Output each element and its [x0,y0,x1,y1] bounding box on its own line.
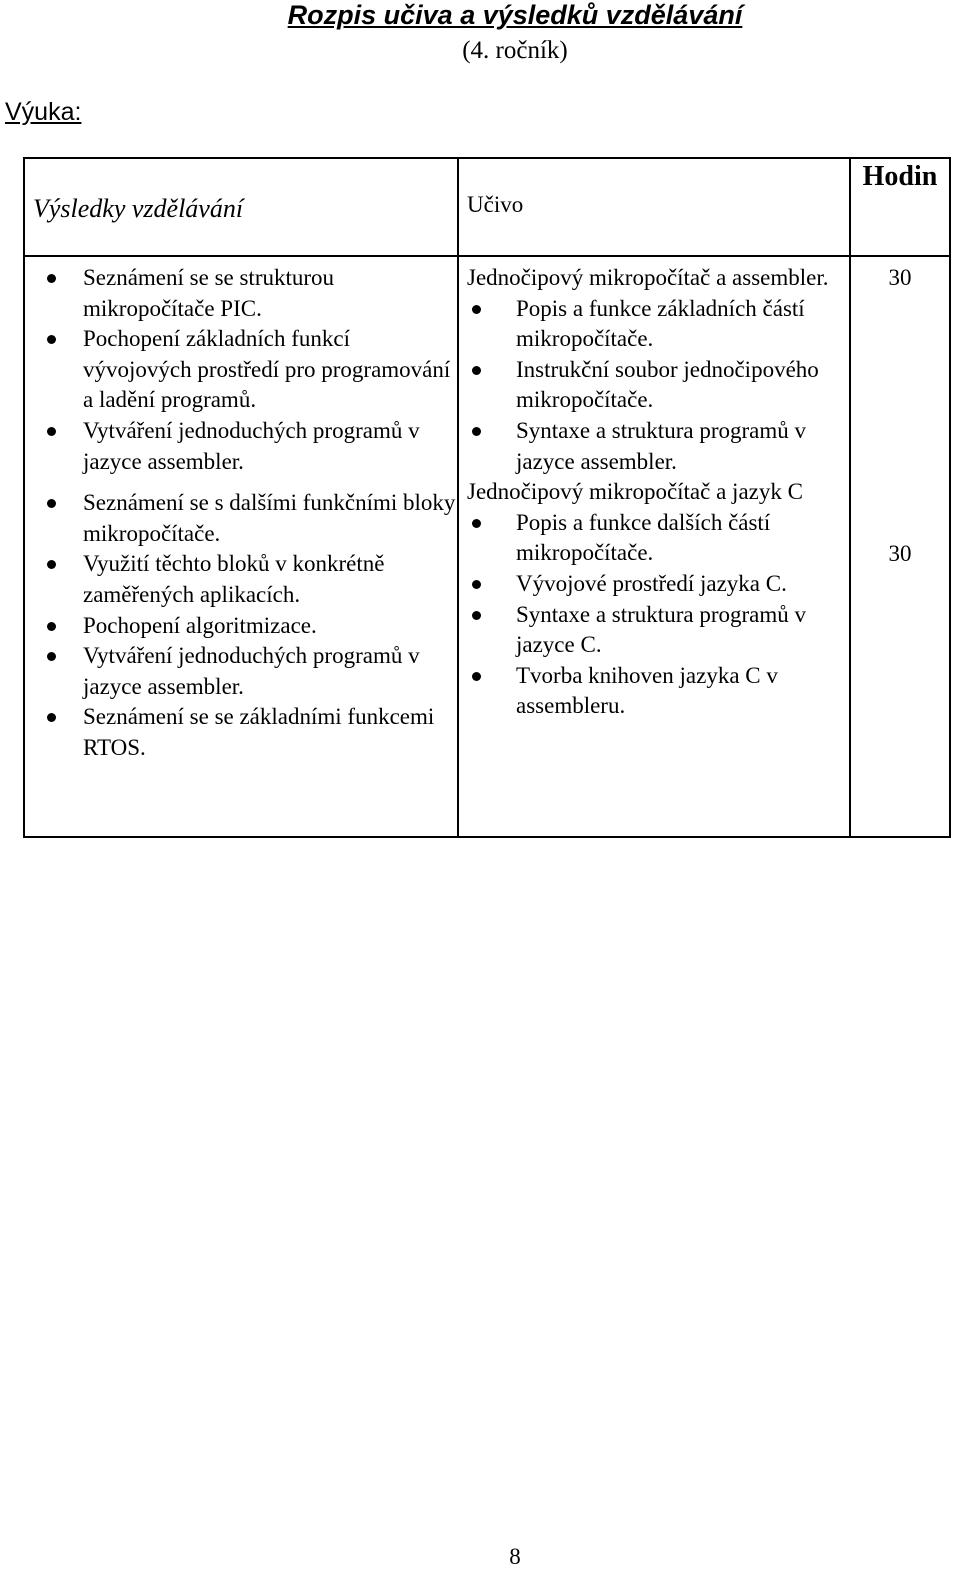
content-item: Tvorba knihoven jazyka C v assembleru. [459,661,849,722]
results-item: Vytváření jednoduchých programů v jazyce assembler. [25,416,457,477]
content-heading: Jednočipový mikropočítač a assembler. [467,265,829,290]
results-item: Seznámení se se strukturou mikropočítače PIC. [25,263,457,324]
content-item: Vývojové prostředí jazyka C. [459,569,849,600]
results-group-1 [25,263,457,477]
header-hours: Hodin [850,158,950,256]
bullet-icon [472,611,481,620]
hours-value: 30 [888,265,912,290]
page-number: 8 [509,1544,521,1569]
content-item: Popis a funkce základních částí mikropočítače. [459,294,849,355]
header-results: Výsledky vzdělávání [24,158,458,256]
results-item: Pochopení algoritmizace. [25,611,457,642]
hours-cell [850,256,950,837]
content-item: Syntaxe a struktura programů v jazyce C. [459,600,849,661]
document-subtitle: (4. ročník) [462,37,568,64]
section-label: Výuka: [5,98,82,126]
bullet-icon [47,335,56,344]
results-group-2 [25,488,457,763]
bullet-icon [47,560,56,569]
table-header-row [24,158,950,256]
content-group-1 [459,294,849,478]
content-item: Popis a funkce dalších částí mikropočítače. [459,508,849,569]
bullet-icon [47,499,56,508]
bullet-icon [472,366,481,375]
bullet-icon [47,652,56,661]
hours-value: 30 [888,540,912,566]
bullet-icon [472,427,481,436]
results-item: Vytváření jednoduchých programů v jazyce assembler. [25,641,457,702]
header-content: Učivo [458,158,850,256]
results-item: Využití těchto bloků v konkrétně zaměřených aplikacích. [25,549,457,610]
bullet-icon [47,427,56,436]
bullet-icon [47,622,56,631]
content-group-2 [459,508,849,722]
results-item: Pochopení základních funkcí vývojových prostředí pro programování a ladění programů. [25,324,457,416]
bullet-icon [472,305,481,314]
content-item: Instrukční soubor jednočipového mikropočítače. [459,355,849,416]
bullet-icon [472,580,481,589]
bullet-icon [472,672,481,681]
table-body-row [24,256,950,837]
curriculum-table [23,157,951,838]
content-item: Syntaxe a struktura programů v jazyce assembler. [459,416,849,477]
results-item: Seznámení se se základními funkcemi RTOS. [25,702,457,763]
content-heading: Jednočipový mikropočítač a jazyk C [467,479,803,505]
content-cell [458,256,850,837]
bullet-icon [47,274,56,283]
results-cell [24,256,458,837]
bullet-icon [472,519,481,528]
document-title: Rozpis učiva a výsledků vzdělávání [287,0,743,30]
results-item: Seznámení se s dalšími funkčními bloky mikropočítače. [25,488,457,549]
bullet-icon [47,713,56,722]
